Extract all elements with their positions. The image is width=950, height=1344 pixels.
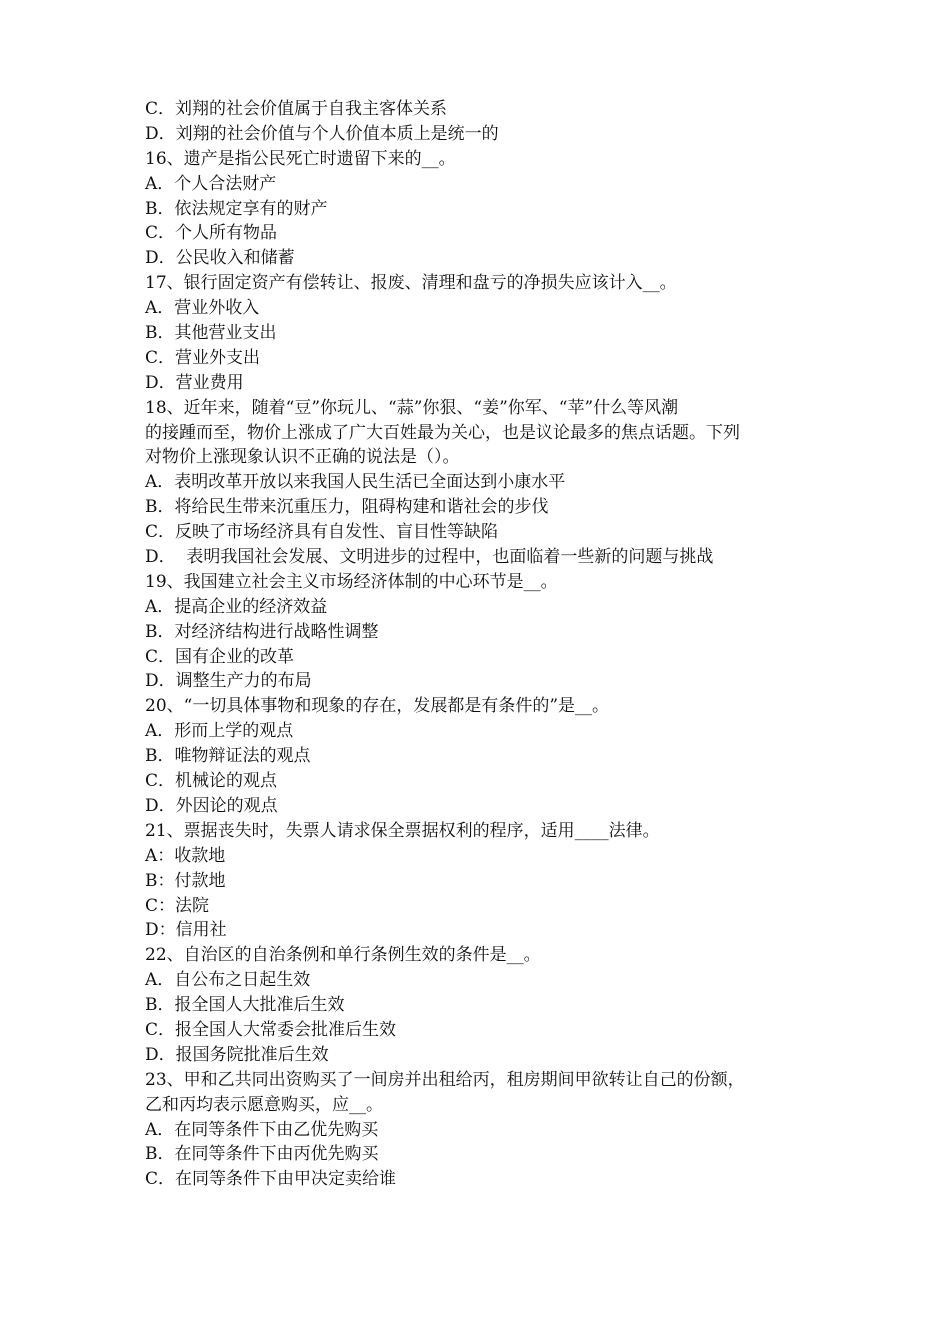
- option-a: A．在同等条件下由乙优先购买: [145, 1119, 379, 1140]
- option-b: B．在同等条件下由丙优先购买: [145, 1144, 379, 1165]
- question-18: 18、近年来，随着“豆”你玩儿、“蒜”你狠、“姜”你军、“苹”什么等风潮: [145, 397, 679, 418]
- question-21: 21、票据丧失时，失票人请求保全票据权利的程序，适用____法律。: [145, 820, 660, 841]
- option-a: A：收款地: [145, 845, 226, 866]
- option-d: D．外因论的观点: [145, 795, 278, 816]
- option-b: B．对经济结构进行战略性调整: [145, 621, 379, 642]
- option-b: B．依法规定享有的财产: [145, 198, 328, 219]
- option-c: C．报全国人大常委会批准后生效: [145, 1019, 397, 1040]
- option-d: D．公民收入和储蓄: [145, 248, 295, 269]
- option-c: C：法院: [145, 895, 210, 916]
- option-a: A．自公布之日起生效: [145, 970, 311, 991]
- option-c: C．机械论的观点: [145, 771, 278, 792]
- question-18-cont: 的接踵而至，物价上涨成了广大百姓最为关心，也是议论最多的焦点话题。下列: [145, 422, 740, 443]
- option-b: B．报全国人大批准后生效: [145, 995, 345, 1016]
- option-b: B：付款地: [145, 870, 226, 891]
- text-line: C．刘翔的社会价值属于自我主客体关系: [145, 99, 448, 119]
- option-c: C．在同等条件下由甲决定卖给谁: [145, 1169, 397, 1190]
- option-b: B．唯物辩证法的观点: [145, 746, 311, 767]
- option-d: D．报国务院批准后生效: [145, 1044, 329, 1065]
- option-d: D．营业费用: [145, 372, 244, 393]
- question-18-cont: 对物价上涨现象认识不正确的说法是（）。: [145, 447, 460, 468]
- option-c: C．个人所有物品: [145, 223, 278, 244]
- document-text: [145, 97, 815, 1192]
- question-16: 16、遗产是指公民死亡时遗留下来的__。: [145, 148, 456, 169]
- option-d: D． 表明我国社会发展、文明进步的过程中，也面临着一些新的问题与挑战: [145, 547, 714, 568]
- question-23-cont: 乙和丙均表示愿意购买，应__。: [145, 1094, 383, 1115]
- option-a: A．表明改革开放以来我国人民生活已全面达到小康水平: [145, 472, 566, 493]
- text-line: D．刘翔的社会价值与个人价值本质上是统一的: [145, 123, 499, 144]
- option-d: D．调整生产力的布局: [145, 671, 312, 692]
- question-17: 17、银行固定资产有偿转让、报废、清理和盘亏的净损失应该计入__。: [145, 273, 677, 294]
- option-c: C．反映了市场经济具有自发性、盲目性等缺陷: [145, 522, 499, 543]
- question-19: 19、我国建立社会主义市场经济体制的中心环节是__。: [145, 571, 558, 592]
- option-a: A．个人合法财产: [145, 173, 277, 194]
- option-b: B．将给民生带来沉重压力，阻碍构建和谐社会的步伐: [145, 497, 549, 518]
- option-b: B．其他营业支出: [145, 323, 277, 344]
- option-c: C．国有企业的改革: [145, 646, 295, 667]
- question-22: 22、自治区的自治条例和单行条例生效的条件是__。: [145, 945, 541, 966]
- option-c: C．营业外支出: [145, 347, 261, 368]
- option-a: A．形而上学的观点: [145, 721, 294, 742]
- option-a: A．提高企业的经济效益: [145, 596, 328, 617]
- question-23: 23、甲和乙共同出资购买了一间房并出租给丙，租房期间甲欲转让自己的份额，: [145, 1069, 745, 1090]
- option-a: A．营业外收入: [145, 298, 260, 319]
- question-20: 20、“一切具体事物和现象的存在，发展都是有条件的”是__。: [145, 696, 610, 717]
- option-d: D：信用社: [145, 920, 227, 941]
